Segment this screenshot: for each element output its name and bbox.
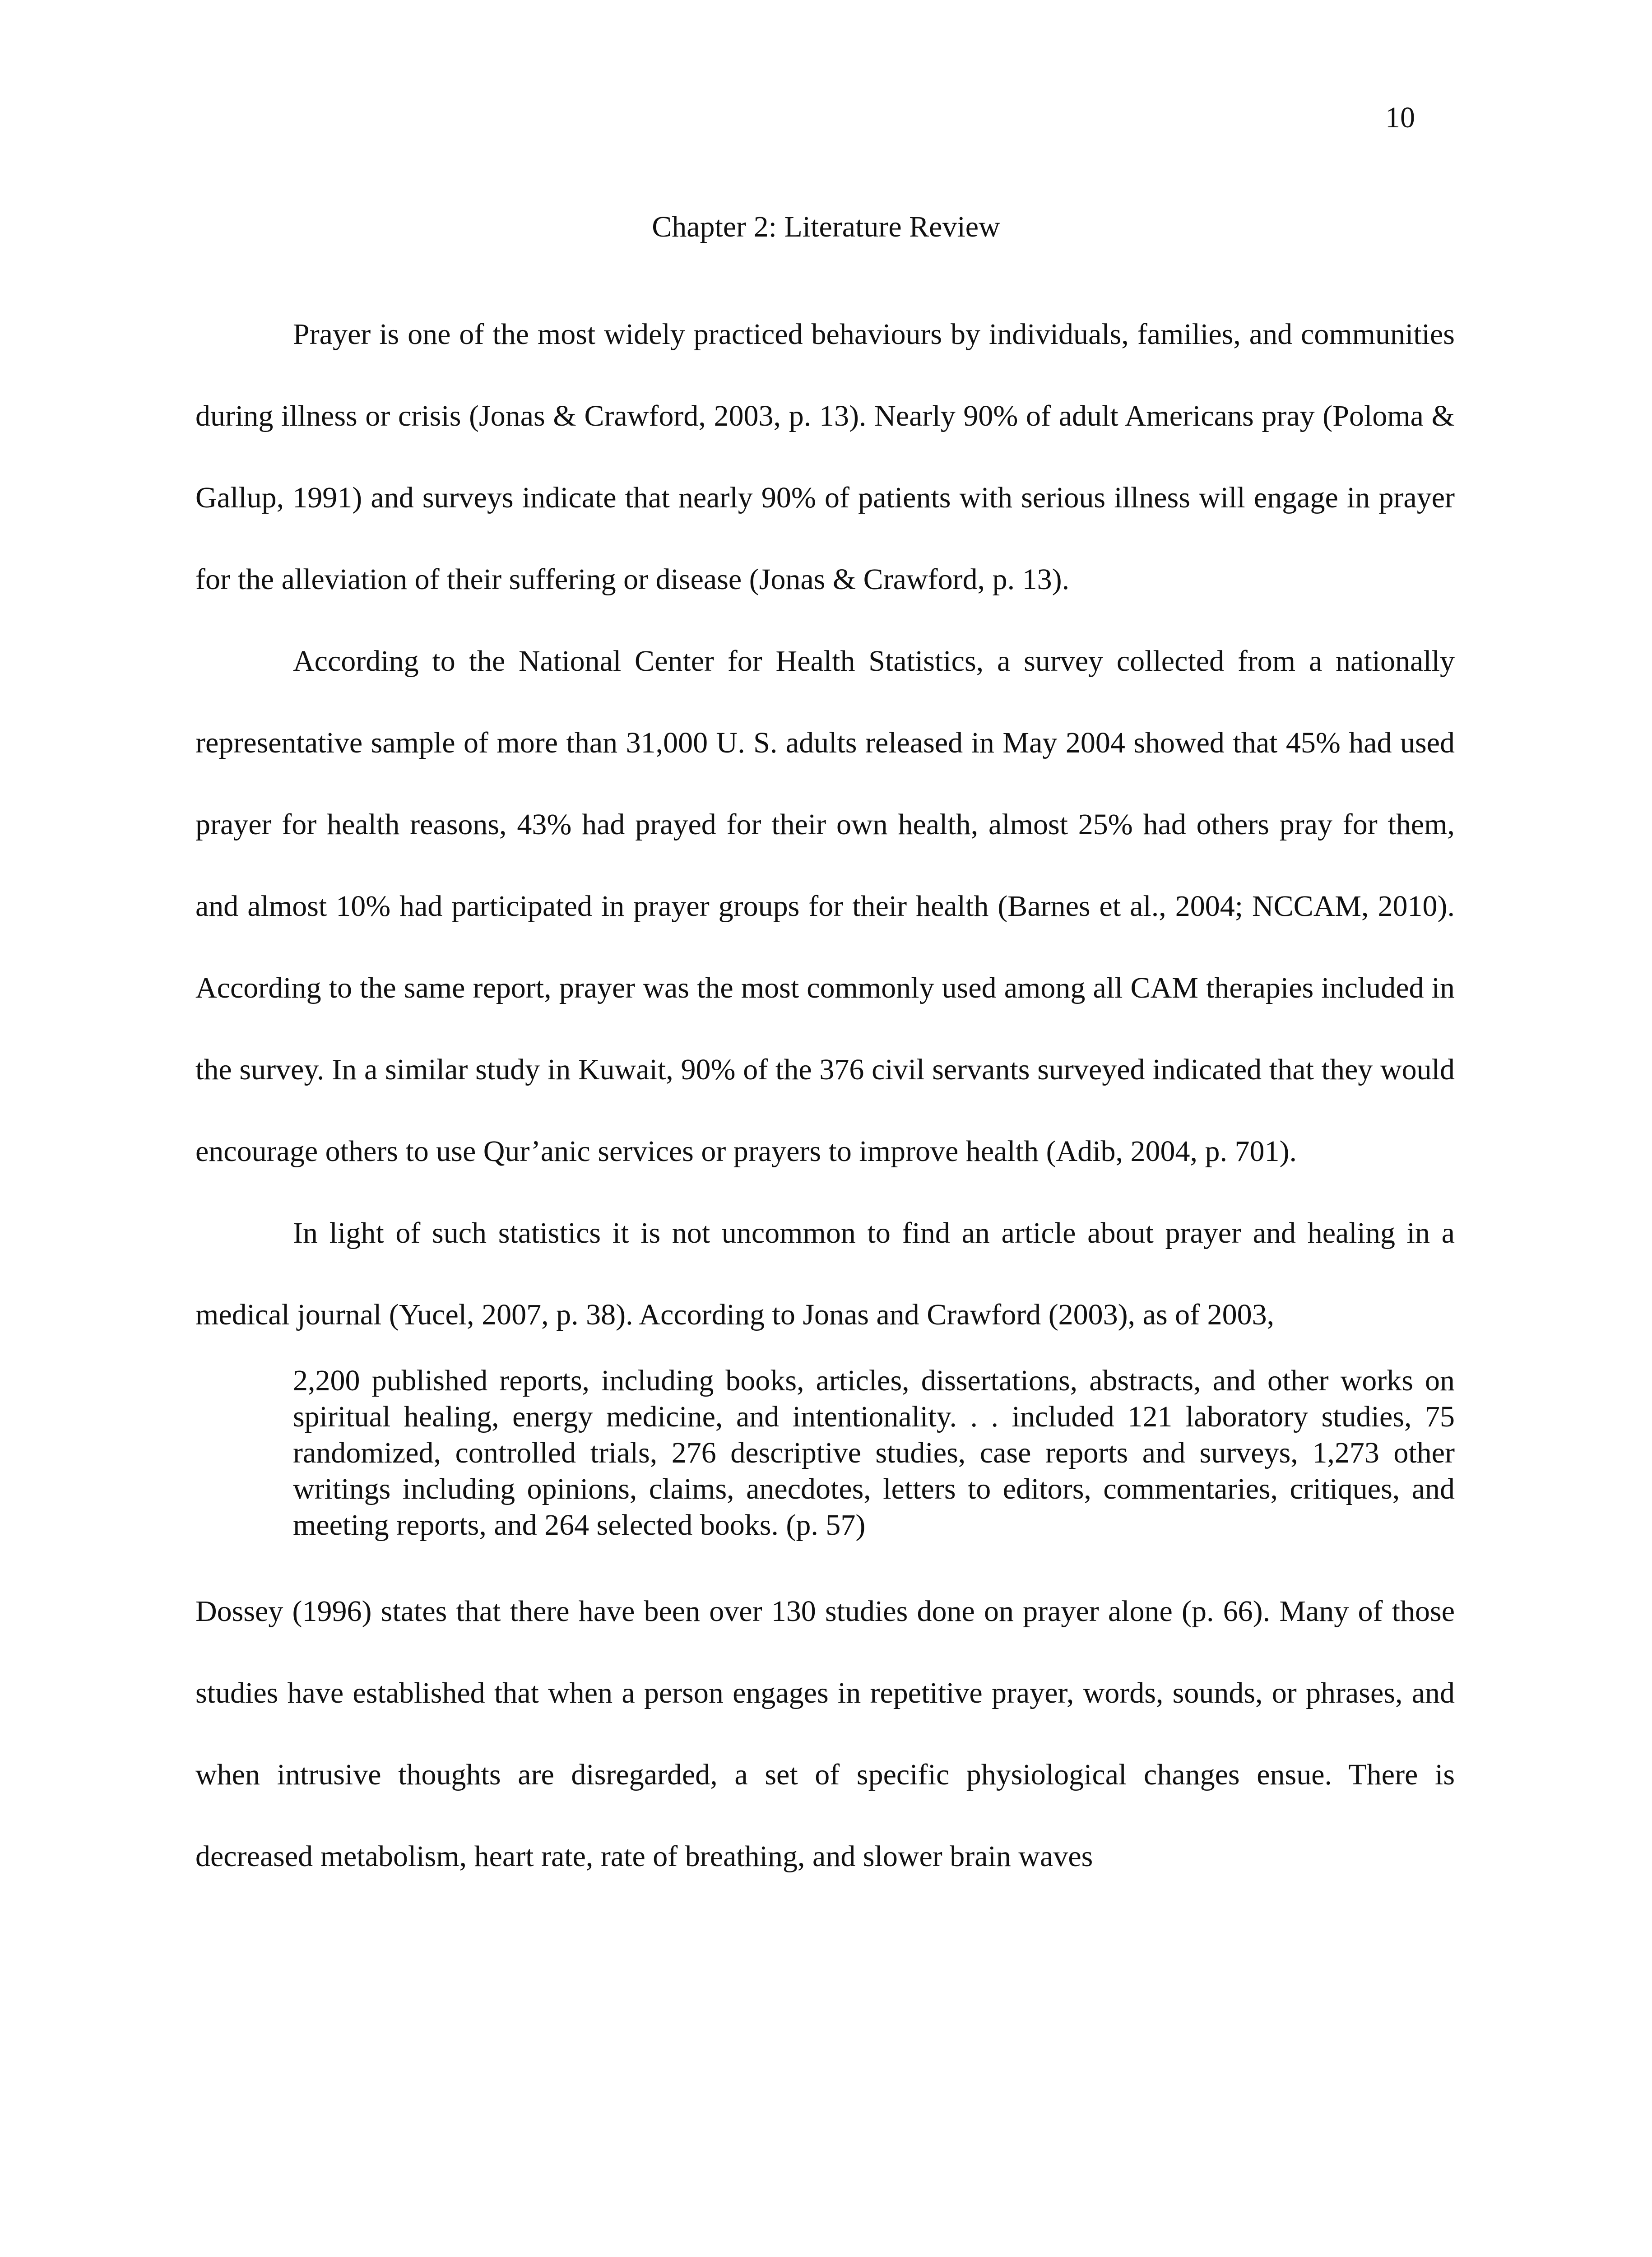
paragraph-health-statistics: According to the National Center for Health Statistics, a survey collected from a nationally representative sample of more than 31,000 U. S. adults released in May 2004 showed that 45% had used prayer for health reasons, 43% had prayed for their own health, almost 25% had others pray for them, and almost 10% had participated in prayer groups for their health (Barnes et al., 2004; NCCAM, 2010). According to the same report, prayer was the most commonly used among all CAM therapies included in the survey. In a similar study in Kuwait, 90% of the 376 civil servants surveyed indicated that they would encourage others to use Qur’anic services or prayers to improve health (Adib, 2004, p. 701). [195,645,1455,1168]
paragraph-dossey-studies: Dossey (1996) states that there have been over 130 studies done on prayer alone (p. 66). Many of those studies have established that when a person engages in repetitive prayer, words, sounds, or phrases, and when intrusive thoughts are disregarded, a set of specific physiological changes ensue. There is decreased metabolism, heart rate, rate of breathing, and slower brain waves [195,1595,1455,1873]
body-text [195,293,1455,1897]
block-quote: 2,200 published reports, including books, articles, dissertations, abstracts, and other works on spiritual healing, energy medicine, and intentionality. . . included 121 laboratory studies, 75 randomized, controlled trials, 276 descriptive studies, case reports and surveys, 1,273 other writings including opinions, claims, anecdotes, letters to editors, commentaries, critiques, and meeting reports, and 264 selected books. (p. 57) [293,1364,1455,1542]
page-number: 10 [1385,101,1415,134]
paragraph-medical-journals: In light of such statistics it is not uncommon to find an article about prayer and healing in a medical journal (Yucel, 2007, p. 38). According to Jonas and Crawford (2003), as of 2003, [195,1217,1455,1331]
chapter-title: Chapter 2: Literature Review [652,210,1000,243]
paragraph-prayer-prevalence: Prayer is one of the most widely practiced behaviours by individuals, families, and communities during illness or crisis (Jonas & Crawford, 2003, p. 13). Nearly 90% of adult Americans pray (Poloma & Gallup, 1991) and surveys indicate that nearly 90% of patients with serious illness will engage in prayer for the alleviation of their suffering or disease (Jonas & Crawford, p. 13). [195,318,1455,596]
